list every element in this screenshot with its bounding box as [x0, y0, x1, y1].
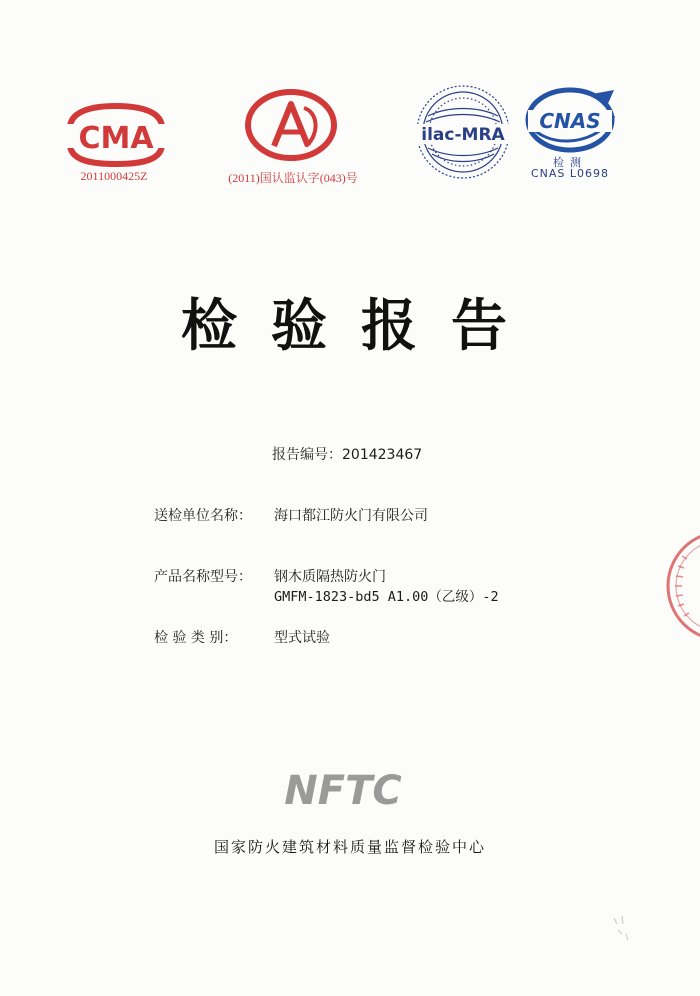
client-value: 海口都江防火门有限公司 [274, 508, 428, 524]
cnas-accreditation-code: CNAS L0698 [530, 167, 610, 180]
nftc-logo-icon [268, 764, 418, 814]
client-label: 送检单位名称： [154, 508, 252, 524]
cnas-caption-cn: 检测 [553, 156, 587, 169]
product-label: 产品名称型号： [154, 569, 252, 585]
report-number: 报告编号：201423467 [272, 447, 423, 463]
cma-registration-number: 2011000425Z [80, 169, 148, 183]
cma-logo-icon [60, 100, 172, 170]
product-model: GMFM-1823-bd5 A1.00（乙级）-2 [274, 589, 499, 605]
ca-accreditation-number: (2011)国认监认字(043)号 [228, 171, 358, 185]
scan-speck [610, 914, 632, 944]
cnas-logo-text: CNAS [539, 109, 601, 133]
report-title: 检验报告 [181, 294, 541, 359]
inspection-type-value: 型式试验 [274, 630, 330, 646]
ca-accreditation-logo-icon [244, 88, 338, 162]
ilac-mra-logo-icon [408, 82, 518, 182]
cnas-logo-icon [522, 84, 618, 154]
official-seal-icon [662, 526, 700, 646]
ilac-mra-logo-text: ilac-MRA [421, 125, 505, 145]
product-name: 钢木质隔热防火门 [274, 569, 386, 585]
testing-center-name: 国家防火建筑材料质量监督检验中心 [213, 838, 486, 856]
inspection-type-label: 检 验 类 别： [154, 630, 238, 646]
nftc-logo-text: NFTC [284, 768, 402, 814]
cma-logo-text: CMA [78, 121, 154, 156]
